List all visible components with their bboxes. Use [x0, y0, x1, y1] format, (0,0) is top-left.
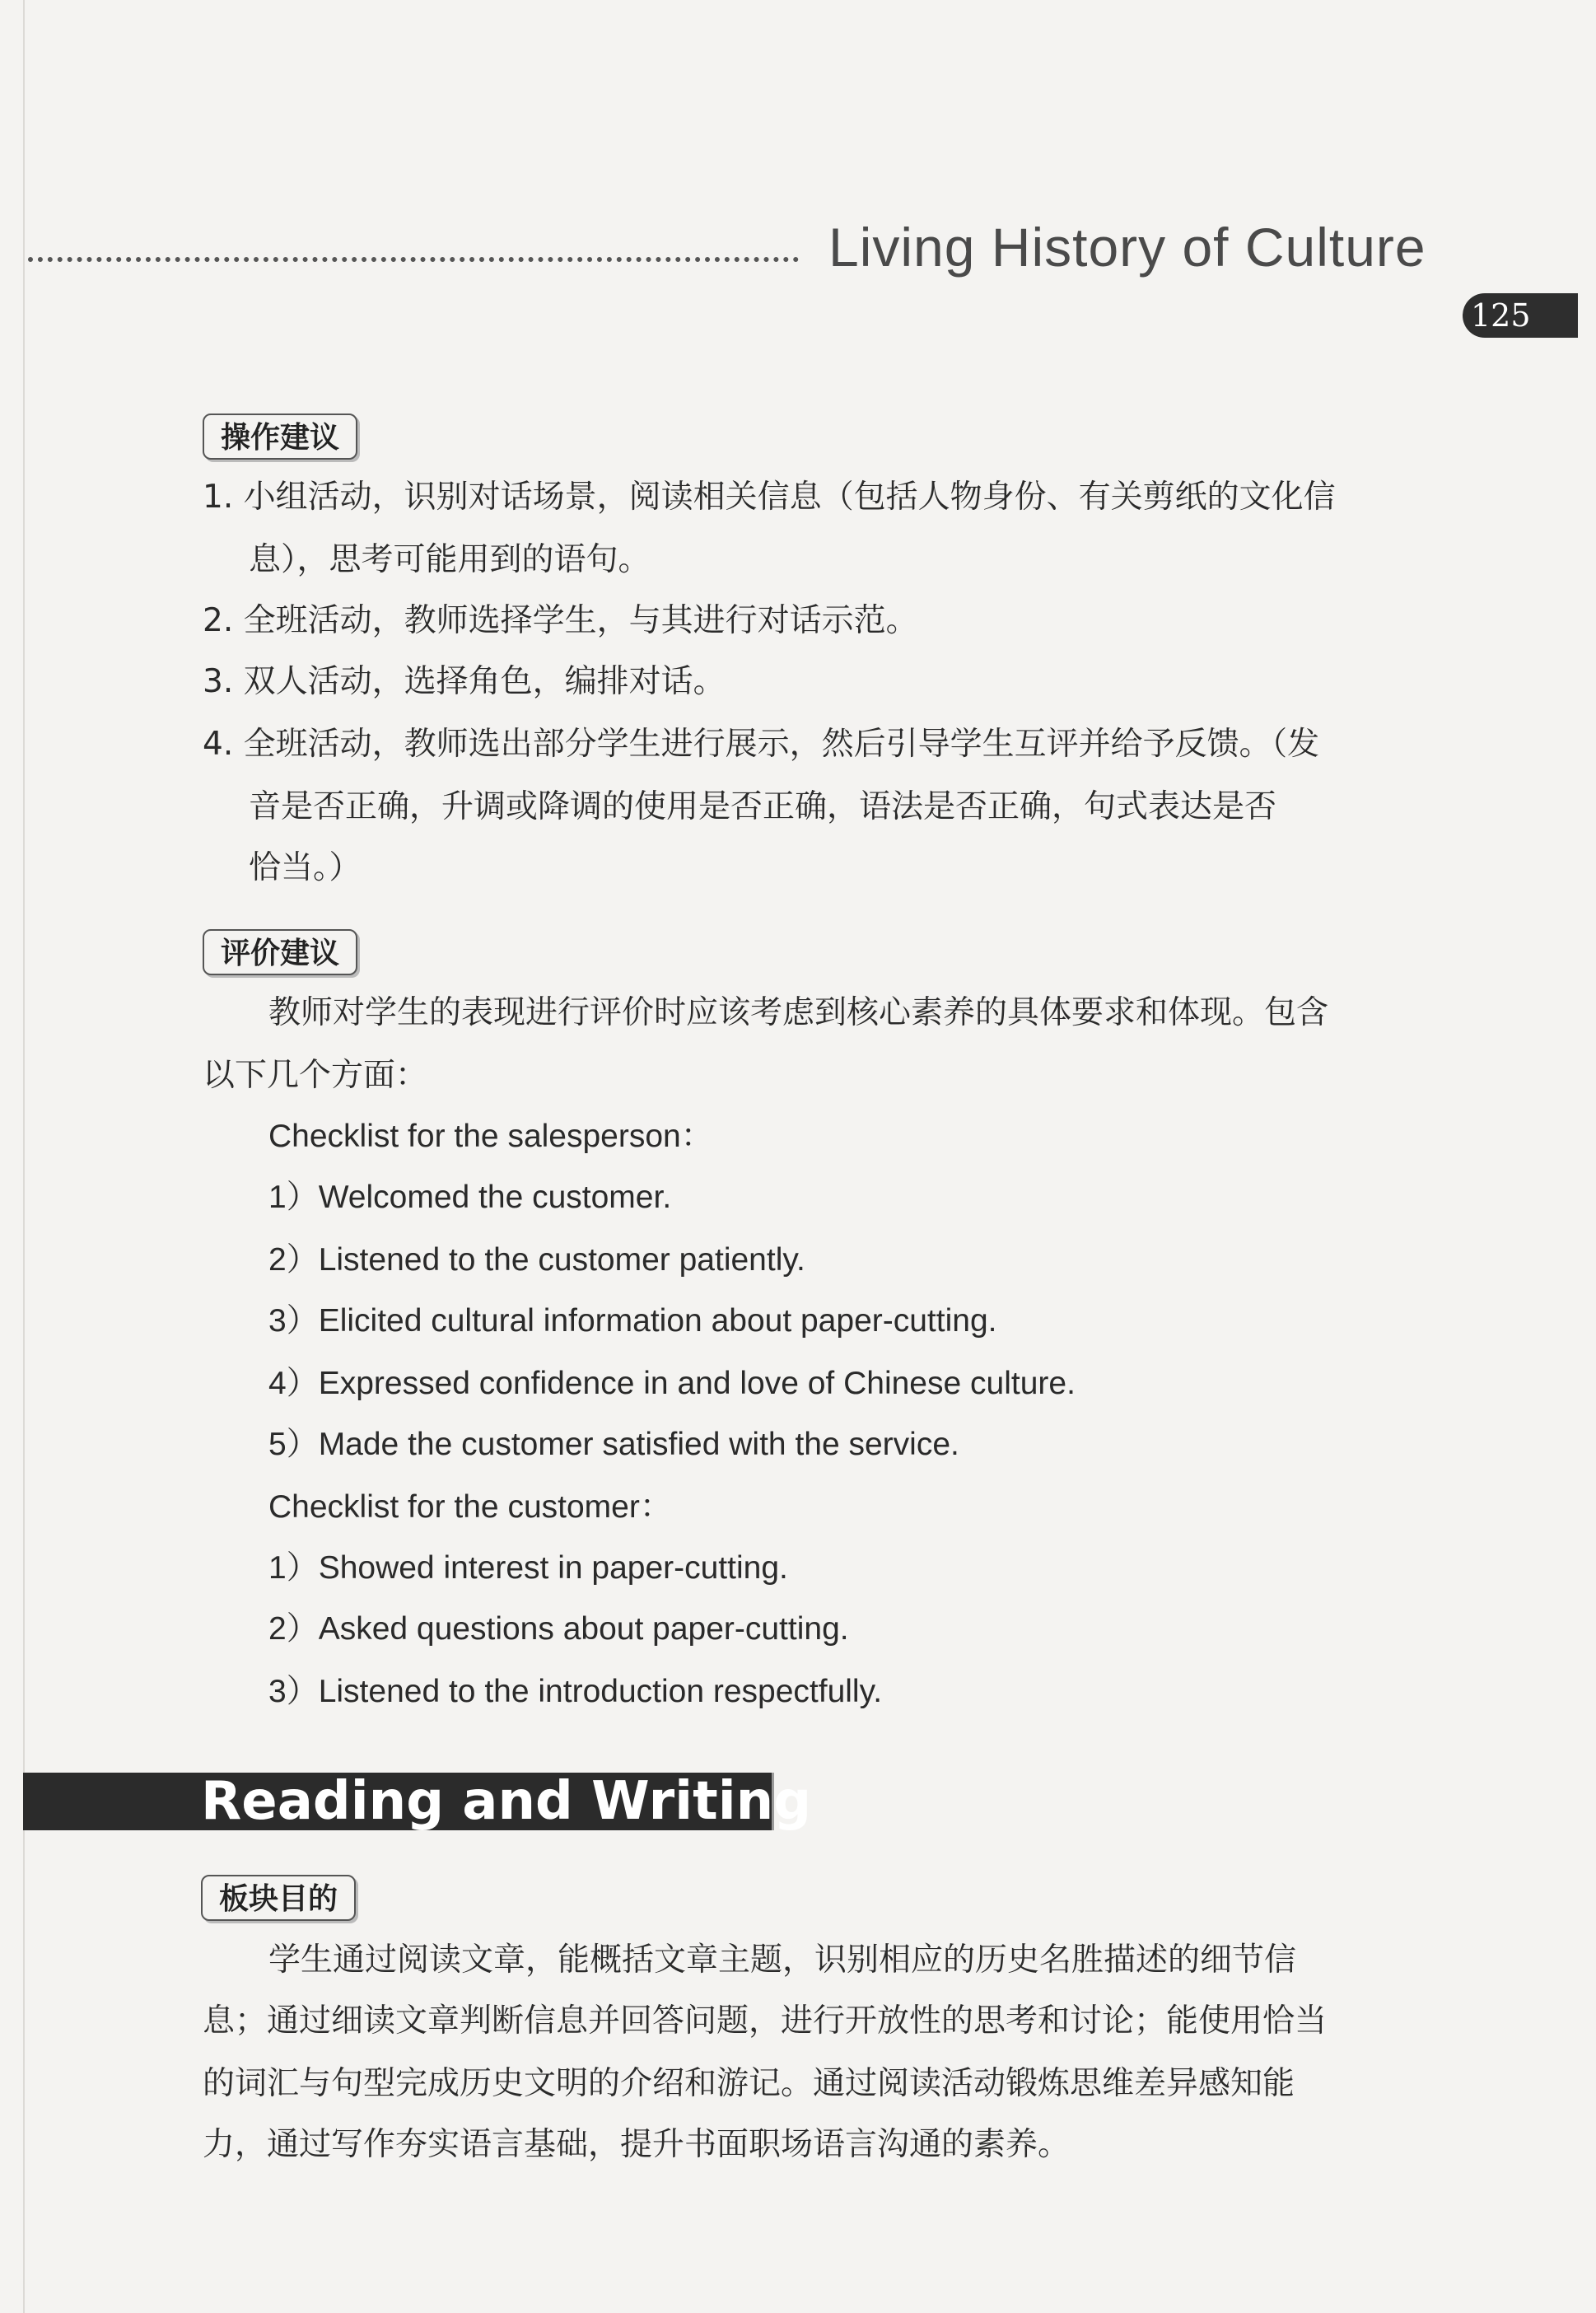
page-number: 125: [1471, 297, 1531, 334]
operation-line: 恰当。）: [249, 849, 362, 886]
operation-line: 3. 双人活动，选择角色，编排对话。: [203, 663, 726, 700]
operation-line: 2. 全班活动，教师选择学生，与其进行对话示范。: [203, 602, 918, 639]
evaluation-intro-line: 以下几个方面：: [203, 1057, 428, 1094]
checklist-item: 1）Showed interest in paper-cutting.: [268, 1550, 788, 1586]
section-label-evaluation: 评价建议: [203, 929, 357, 975]
checklist-item: 2）Listened to the customer patiently.: [268, 1242, 805, 1278]
checklist-item: 3）Listened to the introduction respectfully.: [268, 1674, 883, 1709]
running-title: Living History of Culture: [828, 217, 1426, 278]
section-label-operation: 操作建议: [203, 414, 357, 460]
evaluation-intro-line: 教师对学生的表现进行评价时应该考虑到核心素养的具体要求和体现。包含: [268, 994, 1329, 1031]
section-label-purpose: 板块目的: [201, 1875, 356, 1921]
purpose-line: 息；通过细读文章判断信息并回答问题，进行开放性的思考和讨论；能使用恰当: [203, 2002, 1328, 2040]
page-number-tab: [1463, 293, 1578, 338]
checklist-item: 2）Asked questions about paper-cutting.: [268, 1611, 849, 1647]
checklist-item: 1）Welcomed the customer.: [268, 1180, 672, 1215]
checklist-salesperson-title: Checklist for the salesperson：: [268, 1119, 713, 1154]
operation-line: 息），思考可能用到的语句。: [249, 541, 651, 578]
purpose-line: 学生通过阅读文章，能概括文章主题，识别相应的历史名胜描述的细节信: [268, 1942, 1297, 1979]
operation-line: 音是否正确，升调或降调的使用是否正确，语法是否正确，句式表达是否: [249, 788, 1277, 825]
operation-line: 4. 全班活动，教师选出部分学生进行展示，然后引导学生互评并给予反馈。（发: [203, 726, 1320, 763]
purpose-line: 的词汇与句型完成历史文明的介绍和游记。通过阅读活动锻炼思维差异感知能: [203, 2065, 1295, 2102]
section-title-reading-writing: Reading and Writing: [201, 1771, 811, 1832]
checklist-item: 5）Made the customer satisfied with the service.: [268, 1427, 959, 1462]
purpose-line: 力，通过写作夯实语言基础，提升书面职场语言沟通的素养。: [203, 2126, 1071, 2163]
header-dotted-rule: [28, 257, 799, 262]
operation-line: 1. 小组活动，识别对话场景，阅读相关信息（包括人物身份、有关剪纸的文化信: [203, 479, 1336, 516]
checklist-customer-title: Checklist for the customer：: [268, 1489, 672, 1525]
checklist-item: 4）Expressed confidence in and love of Chinese culture.: [268, 1366, 1076, 1401]
checklist-item: 3）Elicited cultural information about paper-cutting.: [268, 1303, 997, 1339]
page-edge: [23, 0, 25, 2313]
